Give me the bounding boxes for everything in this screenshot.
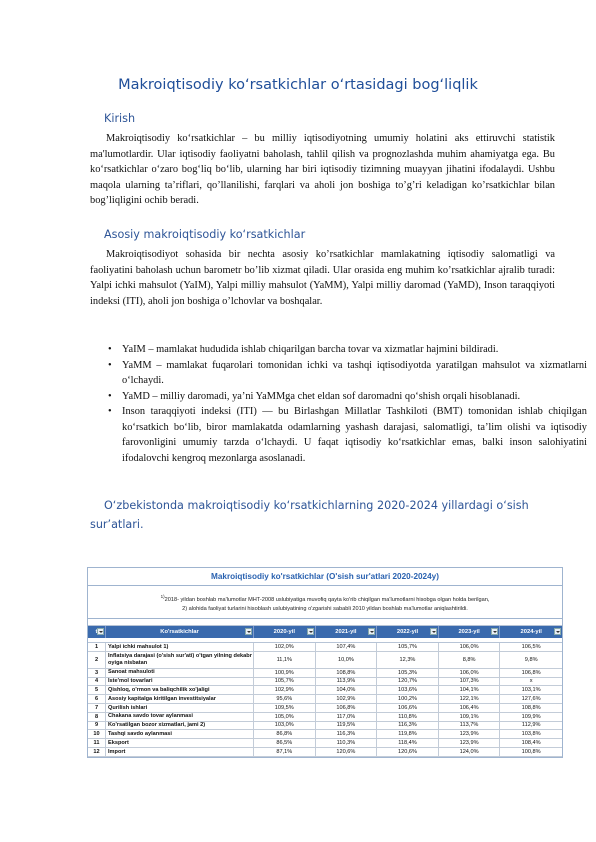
value-cell: 87,1% [254,748,316,756]
value-cell: 106,8% [521,669,541,676]
value-cell: 103,1% [521,687,541,694]
value-cell: 108,4% [521,740,541,747]
row-number: 3 [88,669,106,677]
row-number: 12 [88,748,106,756]
indicator-name: Chakana savdo tovar aylanmasi [106,713,254,721]
indicators-table [87,567,563,758]
value-cell: 117,0% [316,713,378,721]
value-cell: 102,9% [254,686,316,694]
table-note [88,586,562,619]
heading-kirish: Kirish [104,112,136,125]
indicator-name: Qishloq, o'rmon va baliqchilik xo'jaligi [106,686,254,694]
row-number: 1 [88,643,106,651]
value-cell: 109,9% [521,713,541,720]
filter-dropdown-icon[interactable] [430,628,437,635]
value-cell: 9,8% [524,656,538,663]
header-cell-2021[interactable]: 2021-yil [316,626,378,638]
table-row [88,686,562,695]
table-header [88,626,562,638]
indicator-name: Tashqi savdo aylanmasi [106,730,254,738]
filter-dropdown-icon[interactable] [491,628,498,635]
value-cell: 104,0% [316,686,378,694]
note-line-1: 2018- yildan boshlab ma'lumotlar MHT-2008 uslubiyatiga muvofiq qayta ko'rib chiqilgan ma'lumotlarni hisobga olgan holda berilgan, [164,596,490,603]
intro-paragraph: Makroiqtisodiy ko‘rsatkichlar – bu milliy iqtisodiyotning umumiy holatini aks ettiruvchi statistik ma'lumotlardir. Ular iqtisodiy faoliyatni baholash, tahlil qilish va prognozlashda muhim ahamiyatga ega. Bu ko‘rsatkichlar o‘zaro bog‘liq bo‘lib, ularning har biri iqtisodiy tizimning muayyan jihatini ifodalaydi. Ushbu maqola ularning ta’riflari, qo’llanilishi, farqlari va aholi jon boshiga to’g’ri keladigan ko’rsatkichlar bilan bog’liqligini ochib beradi. [90,133,555,206]
value-cell: 123,9% [439,730,501,738]
table-row [88,748,562,757]
value-cell: 102,0% [254,643,316,651]
table-body [88,643,562,757]
value-cell: 106,4% [439,704,501,712]
value-cell: 104,1% [439,686,501,694]
value-cell: 12,3% [377,652,439,668]
value-cell: 119,8% [377,730,439,738]
value-cell: 105,7% [254,678,316,686]
header-cell-indicators[interactable]: Ko'rsatkichlar [106,626,254,638]
indicator-name: Ko'rsatilgan bozor xizmatlari, jami 2) [106,722,254,730]
filter-dropdown-icon[interactable] [97,628,104,635]
table-row [88,669,562,678]
filter-dropdown-icon[interactable] [368,628,375,635]
row-number: 4 [88,678,106,686]
indicator-name: Yalpi ichki mahsulot 1) [106,643,254,651]
row-number: 9 [88,722,106,730]
value-cell: 122,1% [439,695,501,703]
value-cell: 11,1% [254,652,316,668]
table-row [88,678,562,687]
filter-dropdown-icon[interactable] [554,628,561,635]
value-cell: 109,1% [439,713,501,721]
page-title: Makroiqtisodiy ko‘rsatkichlar o‘rtasidagi bog‘liqlik [118,77,478,93]
table-row [88,652,562,669]
filter-dropdown-icon[interactable] [307,628,314,635]
value-cell: 95,6% [254,695,316,703]
indicators-paragraph: Makroiqtisodiyot sohasida bir nechta asosiy ko’rsatkichlar mamlakatning iqtisodiy salomatligi va faoliyatini baholash uchun barometr bo’lib xizmat qiladi. Ular orasida eng muhim ko’rsatkichlar ajralib turadi: Yalpi ichki mahsulot (YaIM), Yalpi milliy mahsulot (YaMM), Yalpi milliy daromad (YaMD), Inson taraqqiyoti indeksi (ITI), aholi jon boshiga o’lchovlar va boshqalar. [90,249,555,307]
header-cell-2022[interactable]: 2022-yil [377,626,439,638]
table-row [88,713,562,722]
value-cell: 112,9% [521,722,541,729]
header-cell-number[interactable] [88,626,106,638]
value-cell: 100,8% [521,748,541,755]
table-row [88,695,562,704]
value-cell: 108,8% [521,704,541,711]
row-number: 11 [88,739,106,747]
list-item: • YaIM – mamlakat hududida ishlab chiqarilgan barcha tovar va xizmatlar hajmini bildiradi. [122,342,587,358]
value-cell: 118,4% [377,739,439,747]
value-cell: 120,6% [316,748,378,756]
value-cell: 100,9% [254,669,316,677]
value-cell: 10,0% [316,652,378,668]
indicator-name: Asosiy kapitalga kiritilgan investitsiyalar [106,695,254,703]
row-number: 6 [88,695,106,703]
row-number: 10 [88,730,106,738]
value-cell: 86,8% [254,730,316,738]
table-row [88,722,562,731]
value-cell: 106,6% [377,704,439,712]
value-cell: 113,9% [316,678,378,686]
value-cell: 103,0% [254,722,316,730]
indicator-name: Import [106,748,254,756]
header-cell-2023[interactable]: 2023-yil [439,626,501,638]
indicator-name: Sanoat mahsuloti [106,669,254,677]
value-cell: 8,8% [439,652,501,668]
value-cell: 116,3% [377,722,439,730]
value-cell: 105,0% [254,713,316,721]
value-cell: 86,5% [254,739,316,747]
value-cell: 127,6% [521,696,541,703]
value-cell: 120,7% [377,678,439,686]
list-item: • Inson taraqqiyoti indeksi (ITI) — bu Birlashgan Millatlar Tashkiloti (BMT) tomonidan ishlab chiqilgan ko‘rsatkich bo‘lib, biror mamlakatda odamlarning yashash darajasi, salomatligi, ta’lim olishi va iqtisodiy farovonligini umumiy tarzda o‘lchaydi. U faqat iqtisodiy ko‘rsatkichlar emas, balki inson salohiyatini ifodalovchi kengroq mezonlarga asoslanadi. [122,404,587,466]
indicator-name: Iste'mol tovarlari [106,678,254,686]
value-cell: 100,2% [377,695,439,703]
value-cell: 102,9% [316,695,378,703]
list-item: • YaMD – milliy daromadi, ya’ni YaMMga chet eldan sof daromadni qo‘shish orqali hisoblanadi. [122,389,587,405]
table-row [88,643,562,652]
list-item: • YaMM – mamlakat fuqarolari tomonidan ichki va tashqi iqtisodiyotda yaratilgan mahsulot va xizmatlarni o‘lchaydi. [122,358,587,389]
value-cell: 107,3% [439,678,501,686]
row-number: 8 [88,713,106,721]
note-line-2: 2) alohida faoliyat turlarini hisoblash uslubiyatining o'zgarishi sababli 2010 yildan boshlab ma'lumotlar aniqlashtirildi. [182,605,468,612]
row-number: 2 [88,652,106,668]
indicator-name: Qurilish ishlari [106,704,254,712]
value-cell: x [529,678,533,685]
value-cell: 105,7% [377,643,439,651]
table-row [88,704,562,713]
table-row [88,739,562,748]
value-cell: 106,5% [521,643,541,650]
value-cell: 106,0% [439,643,501,651]
header-cell-2020[interactable]: 2020-yil [254,626,316,638]
value-cell: 116,3% [316,730,378,738]
table-title: Makroiqtisodiy ko'rsatkichlar (O'sish sur'atlari 2020-2024y) [88,568,562,586]
value-cell: 109,5% [254,704,316,712]
value-cell: 107,4% [316,643,378,651]
value-cell: 103,6% [377,686,439,694]
table-row [88,730,562,739]
filter-dropdown-icon[interactable] [245,628,252,635]
value-cell: 120,6% [377,748,439,756]
value-cell: 106,0% [439,669,501,677]
value-cell: 123,9% [439,739,501,747]
indicator-name: Inflatsiya darajasi (o'sish sur'ati) o'tgan yilning dekabr oyiga nisbatan [106,652,254,668]
value-cell: 113,7% [439,722,501,730]
value-cell: 108,8% [316,669,378,677]
value-cell: 105,3% [377,669,439,677]
value-cell: 119,5% [316,722,378,730]
header-cell-2024[interactable]: 2024-yil [500,626,562,638]
value-cell: 103,8% [521,731,541,738]
heading-main-indicators: Asosiy makroiqtisodiy ko‘rsatkichlar [104,228,306,241]
value-cell: 124,0% [439,748,501,756]
note-superscript: 1) [160,594,165,599]
value-cell: 106,8% [316,704,378,712]
indicator-list [90,342,587,466]
value-cell: 110,8% [377,713,439,721]
value-cell: 110,3% [316,739,378,747]
indicator-name: Eksport [106,739,254,747]
table-gap [88,619,562,626]
heading-growth-rates: O‘zbekistonda makroiqtisodiy ko‘rsatkichlarning 2020-2024 yillardagi o‘sish sur’atlari. [90,499,529,531]
row-number: 7 [88,704,106,712]
row-number: 5 [88,686,106,694]
